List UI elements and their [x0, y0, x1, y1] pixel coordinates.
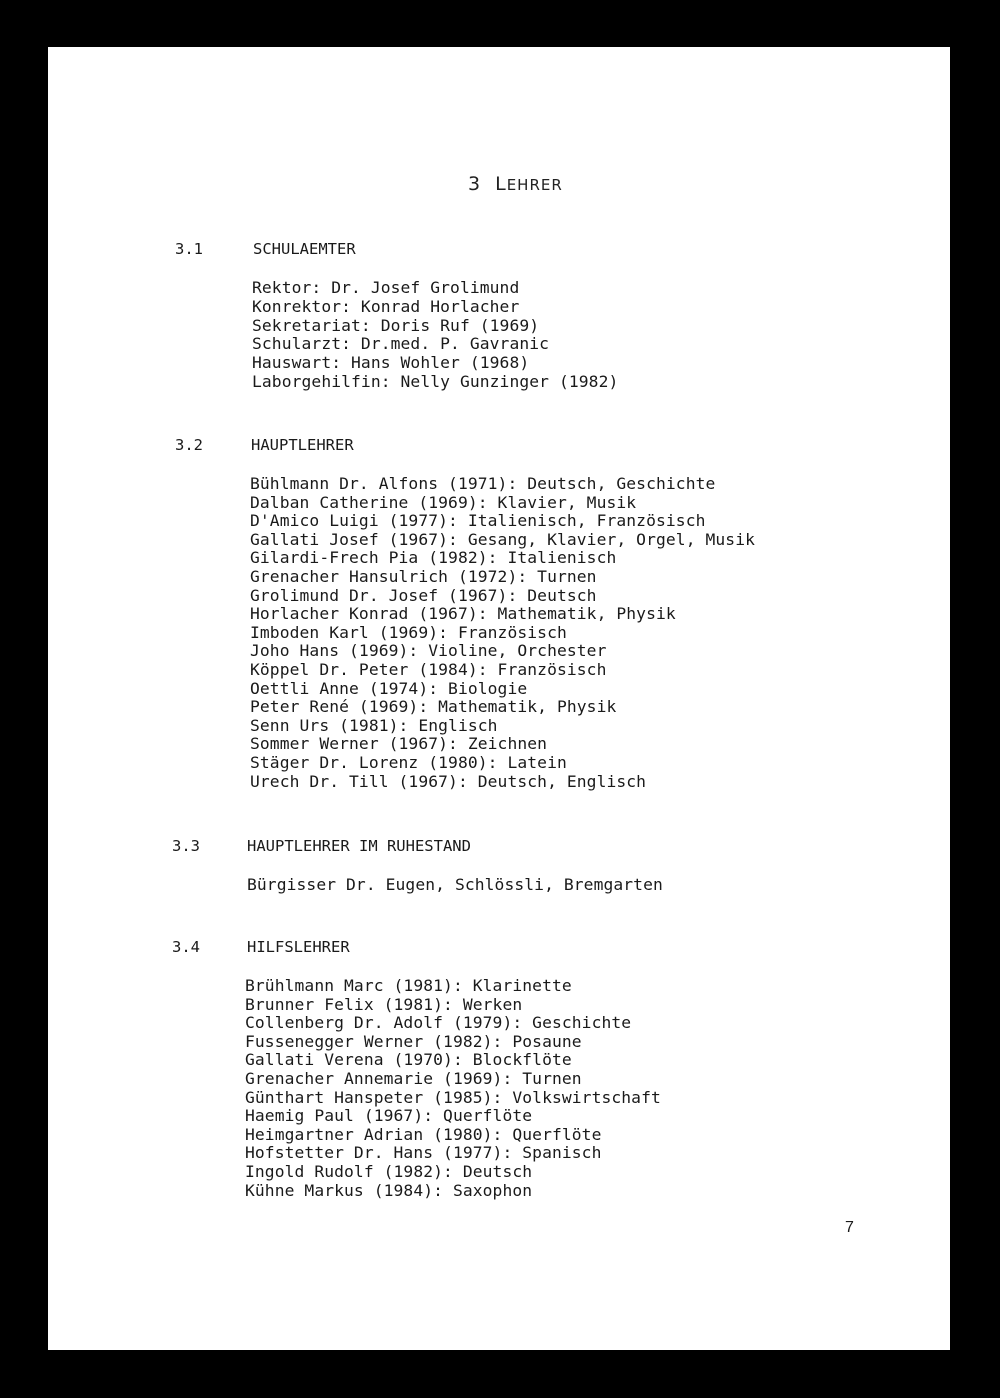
- list-item: Sekretariat: Doris Ruf (1969): [252, 315, 540, 335]
- list-item: Grolimund Dr. Josef (1967): Deutsch: [250, 585, 597, 605]
- list-item: Ingold Rudolf (1982): Deutsch: [245, 1162, 533, 1181]
- list-item: Rektor: Dr. Josef Grolimund: [252, 278, 520, 297]
- list-item: Joho Hans (1969): Violine, Orchester: [250, 641, 607, 661]
- list-item: Bühlmann Dr. Alfons (1971): Deutsch, Geschichte: [250, 474, 716, 493]
- section-heading: HILFSLEHRER: [247, 938, 350, 956]
- chapter-title-initial: L: [495, 173, 507, 195]
- list-item: Köppel Dr. Peter (1984): Französisch: [250, 660, 607, 679]
- list-item: Stäger Dr. Lorenz (1980): Latein: [250, 753, 567, 772]
- list-item: Horlacher Konrad (1967): Mathematik, Physik: [250, 604, 676, 624]
- list-item: Dalban Catherine (1969): Klavier, Musik: [250, 492, 637, 512]
- document-page: [48, 47, 950, 1350]
- section-heading: SCHULAEMTER: [253, 240, 356, 258]
- chapter-title: [468, 173, 563, 195]
- list-item: Schularzt: Dr.med. P. Gavranic: [252, 334, 550, 354]
- section-heading: HAUPTLEHRER: [251, 436, 354, 454]
- list-item: Bürgisser Dr. Eugen, Schlössli, Bremgarten: [247, 875, 663, 894]
- section-number: 3.2: [175, 436, 203, 454]
- list-item: Urech Dr. Till (1967): Deutsch, Englisch: [250, 771, 647, 791]
- list-item: Oettli Anne (1974): Biologie: [250, 678, 528, 698]
- list-item: Gallati Josef (1967): Gesang, Klavier, Orgel, Musik: [250, 529, 756, 549]
- list-item: Peter René (1969): Mathematik, Physik: [250, 697, 617, 717]
- list-item: Fussenegger Werner (1982): Posaune: [245, 1031, 582, 1051]
- section-heading: HAUPTLEHRER IM RUHESTAND: [247, 837, 471, 855]
- list-item: Grenacher Annemarie (1969): Turnen: [245, 1069, 582, 1088]
- list-item: Hauswart: Hans Wohler (1968): [252, 353, 530, 373]
- list-item: D'Amico Luigi (1977): Italienisch, Französisch: [250, 511, 706, 531]
- list-item: Collenberg Dr. Adolf (1979): Geschichte: [245, 1013, 632, 1033]
- list-item: Haemig Paul (1967): Querflöte: [245, 1106, 533, 1126]
- list-item: Laborgehilfin: Nelly Gunzinger (1982): [252, 372, 619, 391]
- list-item: Gallati Verena (1970): Blockflöte: [245, 1050, 572, 1070]
- section-number: 3.1: [175, 240, 203, 258]
- chapter-number: 3: [468, 173, 482, 195]
- list-item: Sommer Werner (1967): Zeichnen: [250, 734, 548, 754]
- list-item: Hofstetter Dr. Hans (1977): Spanisch: [245, 1143, 602, 1163]
- list-item: Brunner Felix (1981): Werken: [245, 994, 523, 1014]
- chapter-title-rest: EHRER: [506, 176, 563, 194]
- page-number: 7: [845, 1219, 854, 1236]
- list-item: Grenacher Hansulrich (1972): Turnen: [250, 567, 597, 586]
- section-number: 3.3: [172, 837, 200, 855]
- list-item: Senn Urs (1981): Englisch: [250, 715, 498, 735]
- list-item: Brühlmann Marc (1981): Klarinette: [245, 976, 572, 995]
- list-item: Heimgartner Adrian (1980): Querflöte: [245, 1124, 602, 1144]
- section-number: 3.4: [172, 938, 200, 956]
- list-item: Gilardi-Frech Pia (1982): Italienisch: [250, 548, 617, 568]
- list-item: Imboden Karl (1969): Französisch: [250, 622, 567, 642]
- list-item: Kühne Markus (1984): Saxophon: [245, 1180, 533, 1200]
- list-item: Günthart Hanspeter (1985): Volkswirtschaft: [245, 1087, 661, 1107]
- list-item: Konrektor: Konrad Horlacher: [252, 296, 520, 316]
